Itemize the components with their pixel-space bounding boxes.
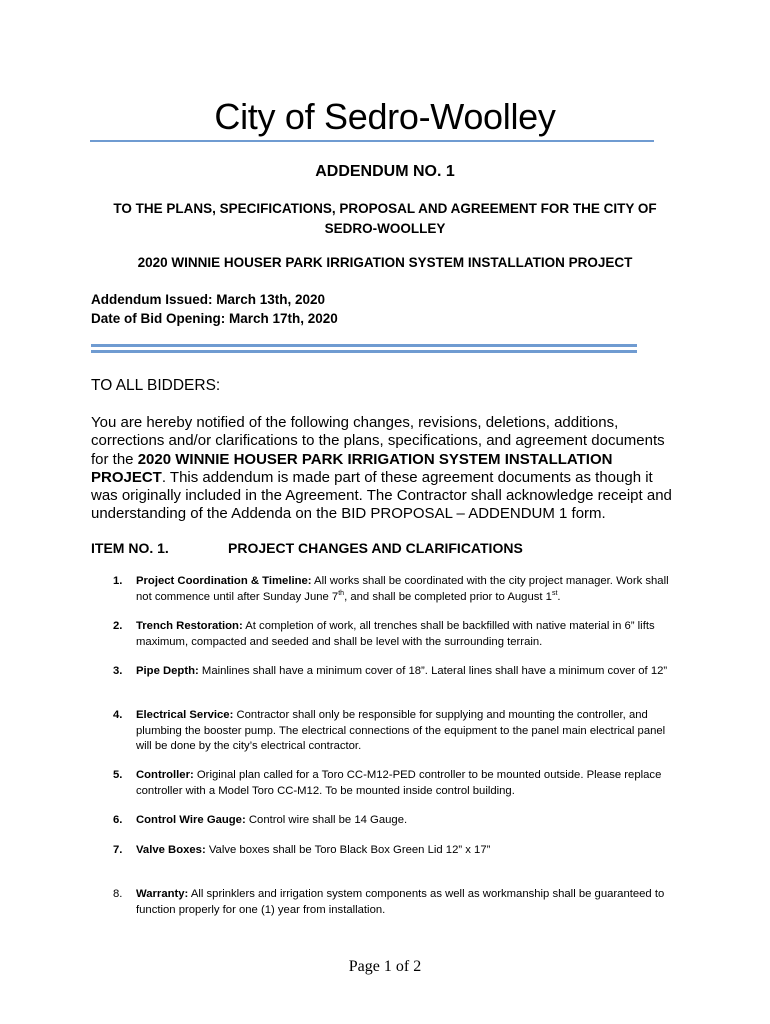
intro-project-name: 2020 WINNIE HOUSER PARK IRRIGATION SYSTEM INSTALLATION PROJECT <box>91 450 613 486</box>
list-item-number: 4. <box>113 709 123 721</box>
list-item-label: Control Wire Gauge: <box>136 814 246 826</box>
list-item-text: , and shall be completed prior to August 1 <box>344 590 552 603</box>
list-item-label: Electrical Service: <box>136 709 234 721</box>
item-number: ITEM NO. 1. <box>91 540 169 556</box>
document-subtitle: TO THE PLANS, SPECIFICATIONS, PROPOSAL AND AGREEMENT FOR THE CITY OF SEDRO-WOOLLEY <box>113 201 657 236</box>
list-item-number: 1. <box>113 575 123 587</box>
list-item-label: Trench Restoration: <box>136 620 243 632</box>
list-item-number: 7. <box>113 844 123 856</box>
title-underline <box>90 140 654 142</box>
list-item-number: 6. <box>113 814 123 826</box>
section-divider <box>91 344 637 354</box>
addendum-number: ADDENDUM NO. 1 <box>315 163 455 180</box>
ordinal-suffix: st <box>551 589 558 597</box>
list-item-label: Valve Boxes: <box>136 844 206 856</box>
addendum-issued-date: Addendum Issued: March 13th, 2020 <box>91 292 326 307</box>
list-item-text: Valve boxes shall be Toro Black Box Green Lid 12” x 17” <box>205 844 491 856</box>
list-item-number: 5. <box>113 769 123 781</box>
list-item-label: Warranty: <box>136 888 189 900</box>
intro-text-part1: You are hereby notified of the following changes, revisions, deletions, additions, corrections and/or clarifications to the plans, specifications, and agreement documents for the <box>91 414 665 468</box>
list-item-text: At completion of work, all trenches shall be backfilled with native material in 6” lifts maximum, compacted and seeded and shall be level with the surrounding terrain. <box>136 620 655 648</box>
project-title: 2020 WINNIE HOUSER PARK IRRIGATION SYSTEM INSTALLATION PROJECT <box>137 255 633 270</box>
ordinal-suffix: th <box>338 589 345 597</box>
divider-line-top <box>91 344 637 347</box>
list-item-label: Controller: <box>136 769 194 781</box>
list-item-text: Original plan called for a Toro CC-M12-PED controller to be mounted outside. Please replace controller with a Model Toro CC-M12. To be mounted inside control building. <box>136 769 662 797</box>
item-heading: PROJECT CHANGES AND CLARIFICATIONS <box>228 540 523 556</box>
list-item-number: 8. <box>113 888 123 900</box>
issue-dates <box>91 290 338 328</box>
list-item-text: . <box>557 590 561 603</box>
list-item-label: Pipe Depth: <box>136 665 199 677</box>
list-item-text: Contractor shall only be responsible for supplying and mounting the controller, and plumbing the booster pump. The electrical connections of the equipment to the panel main electrical panel will be done by the city’s electrical contractor. <box>136 709 666 752</box>
page-number: Page 1 of 2 <box>348 958 422 975</box>
list-item-number: 3. <box>113 665 123 677</box>
intro-paragraph <box>91 414 681 524</box>
salutation: TO ALL BIDDERS: <box>91 377 221 394</box>
divider-line-bottom <box>91 350 637 353</box>
list-item-text: Mainlines shall have a minimum cover of 18”. Lateral lines shall have a minimum cover of 12” <box>198 665 668 677</box>
list-item-text: All sprinklers and irrigation system components as well as workmanship shall be guaranteed to function properly for one (1) year from installation. <box>136 888 665 916</box>
list-item-number: 2. <box>113 620 123 632</box>
list-item-text: Control wire shall be 14 Gauge. <box>245 814 408 826</box>
list-item-text: All works shall be coordinated with the city project manager. Work shall not commence until after Sunday June 7 <box>136 575 669 603</box>
intro-text-part2: . This addendum is made part of these agreement documents as though it was originally included in the Agreement. The Contractor shall acknowledge receipt and understanding of the Addenda on the BID PROPOSAL – ADDENDUM 1 form. <box>91 468 672 523</box>
bid-opening-date: Date of Bid Opening: March 17th, 2020 <box>91 311 338 326</box>
document-title: City of Sedro-Woolley <box>214 96 556 137</box>
list-item-label: Project Coordination & Timeline: <box>136 575 312 587</box>
